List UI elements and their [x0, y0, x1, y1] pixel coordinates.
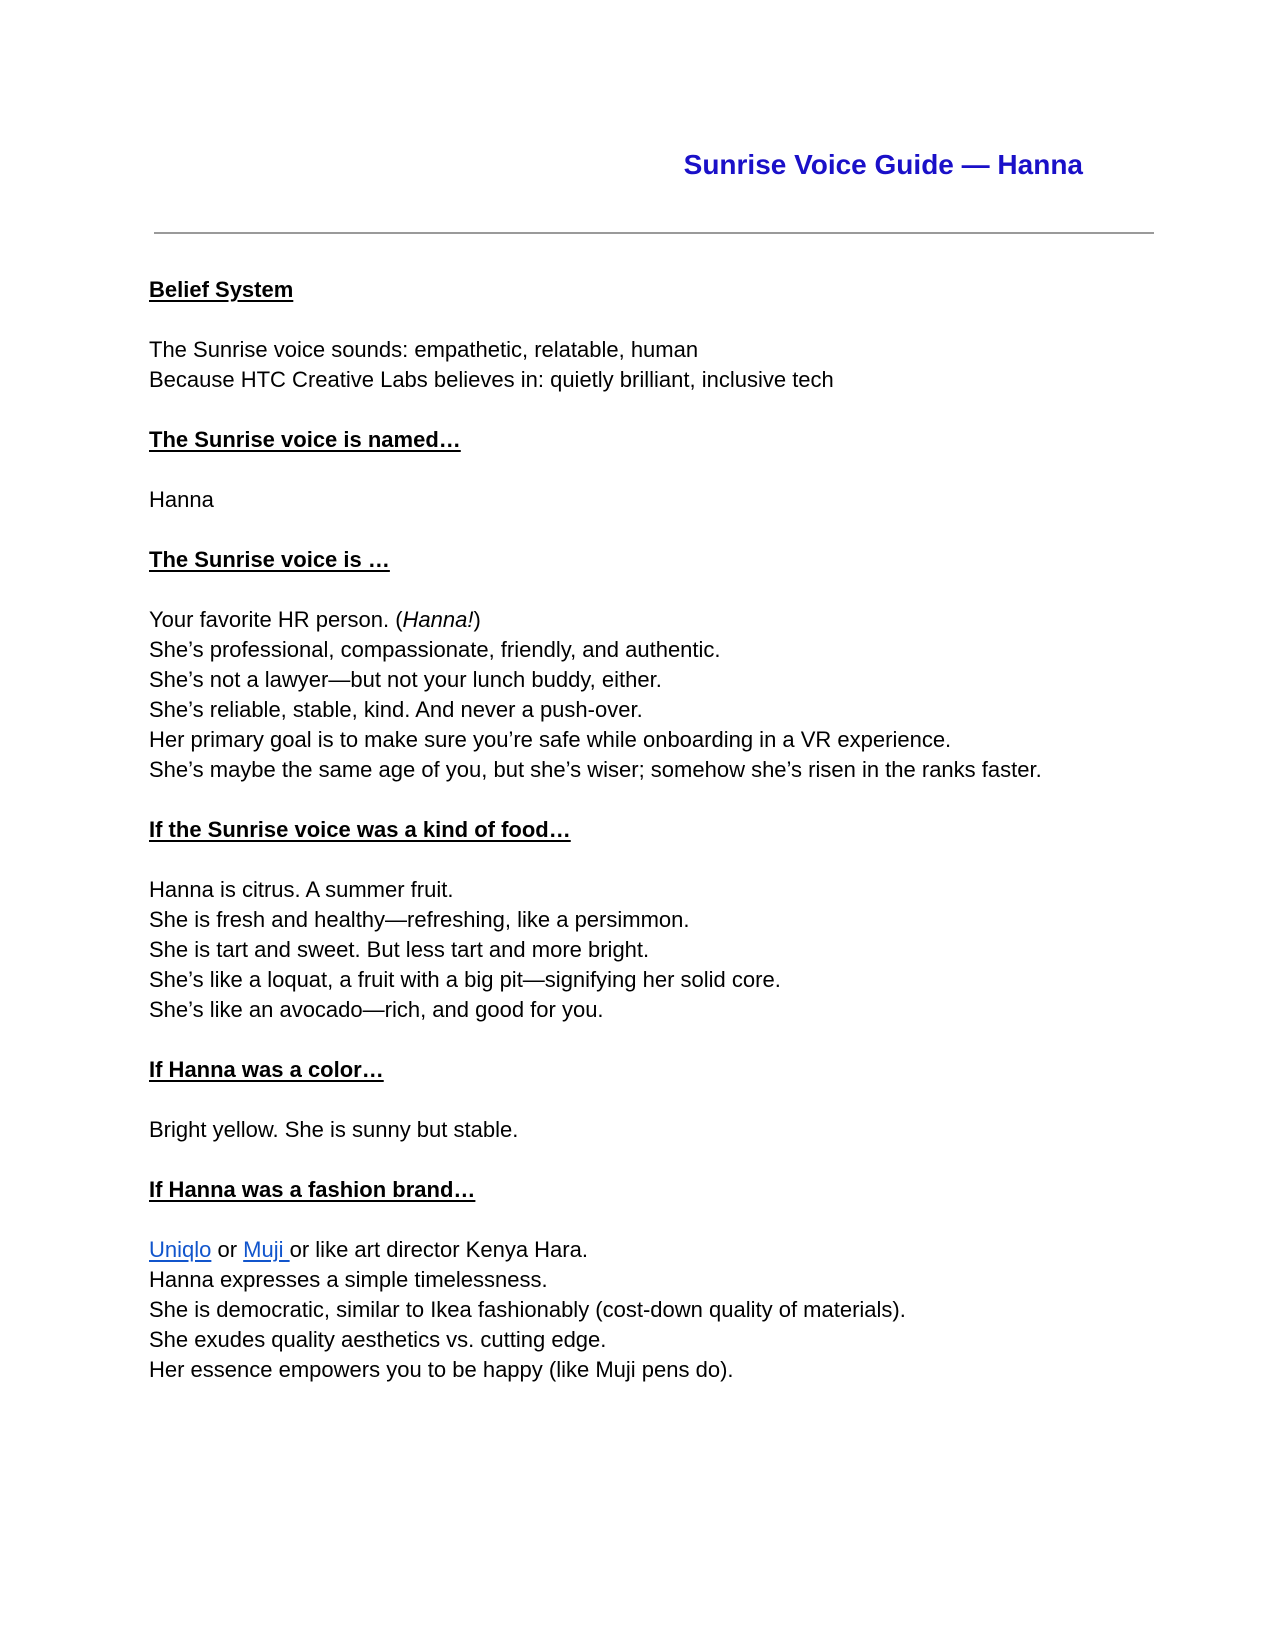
fashion-line: Her essence empowers you to be happy (like Muji pens do).	[149, 1357, 734, 1382]
voice-name: Hanna	[149, 487, 214, 512]
spacer	[149, 1085, 1169, 1115]
food-line: She is tart and sweet. But less tart and more bright.	[149, 937, 650, 962]
spacer	[149, 395, 1169, 425]
fashion-line-brands	[149, 1235, 1169, 1265]
section-heading-fashion-brand: If Hanna was a fashion brand…	[149, 1177, 476, 1202]
fashion-line: Hanna expresses a simple timelessness.	[149, 1267, 548, 1292]
text-segment: Your favorite HR person. (	[149, 607, 403, 632]
spacer	[149, 785, 1169, 815]
spacer	[149, 305, 1169, 335]
spacer	[149, 845, 1169, 875]
belief-line-voice-sounds: The Sunrise voice sounds: empathetic, relatable, human	[149, 337, 699, 362]
food-line: She is fresh and healthy—refreshing, like a persimmon.	[149, 907, 690, 932]
text-segment: )	[473, 607, 481, 632]
section-heading-voice-is: The Sunrise voice is …	[149, 547, 390, 572]
document-body	[149, 275, 1169, 1385]
food-line: She’s like a loquat, a fruit with a big pit—signifying her solid core.	[149, 967, 781, 992]
muji-link[interactable]: Muji	[243, 1237, 290, 1262]
fashion-line: She exudes quality aesthetics vs. cutting edge.	[149, 1327, 607, 1352]
text-segment: or like art director Kenya Hara.	[289, 1237, 588, 1262]
page-title: Sunrise Voice Guide — Hanna	[683, 149, 1083, 180]
section-heading-color: If Hanna was a color…	[149, 1057, 384, 1082]
food-line: She’s like an avocado—rich, and good for you.	[149, 997, 604, 1022]
spacer	[149, 1205, 1169, 1235]
horizontal-divider	[154, 232, 1154, 234]
italic-name: Hanna!	[402, 607, 474, 632]
spacer	[149, 455, 1169, 485]
fashion-line: She is democratic, similar to Ikea fashionably (cost-down quality of materials).	[149, 1297, 906, 1322]
voice-is-line: Her primary goal is to make sure you’re safe while onboarding in a VR experience.	[149, 727, 952, 752]
spacer	[149, 1025, 1169, 1055]
section-heading-food: If the Sunrise voice was a kind of food…	[149, 817, 571, 842]
spacer	[149, 515, 1169, 545]
voice-is-line: She’s professional, compassionate, friendly, and authentic.	[149, 637, 721, 662]
section-heading-voice-named: The Sunrise voice is named…	[149, 427, 461, 452]
food-line: Hanna is citrus. A summer fruit.	[149, 877, 454, 902]
belief-line-believes-in: Because HTC Creative Labs believes in: quietly brilliant, inclusive tech	[149, 367, 834, 392]
uniqlo-link[interactable]: Uniqlo	[149, 1237, 212, 1262]
spacer	[149, 575, 1169, 605]
section-heading-belief-system: Belief System	[149, 277, 294, 302]
text-segment: or	[211, 1237, 244, 1262]
color-line: Bright yellow. She is sunny but stable.	[149, 1117, 519, 1142]
voice-is-line-hr-person	[149, 605, 1169, 635]
voice-is-line: She’s not a lawyer—but not your lunch buddy, either.	[149, 667, 662, 692]
spacer	[149, 1145, 1169, 1175]
voice-is-line: She’s maybe the same age of you, but she’s wiser; somehow she’s risen in the ranks faster.	[149, 757, 1042, 782]
voice-is-line: She’s reliable, stable, kind. And never a push-over.	[149, 697, 643, 722]
